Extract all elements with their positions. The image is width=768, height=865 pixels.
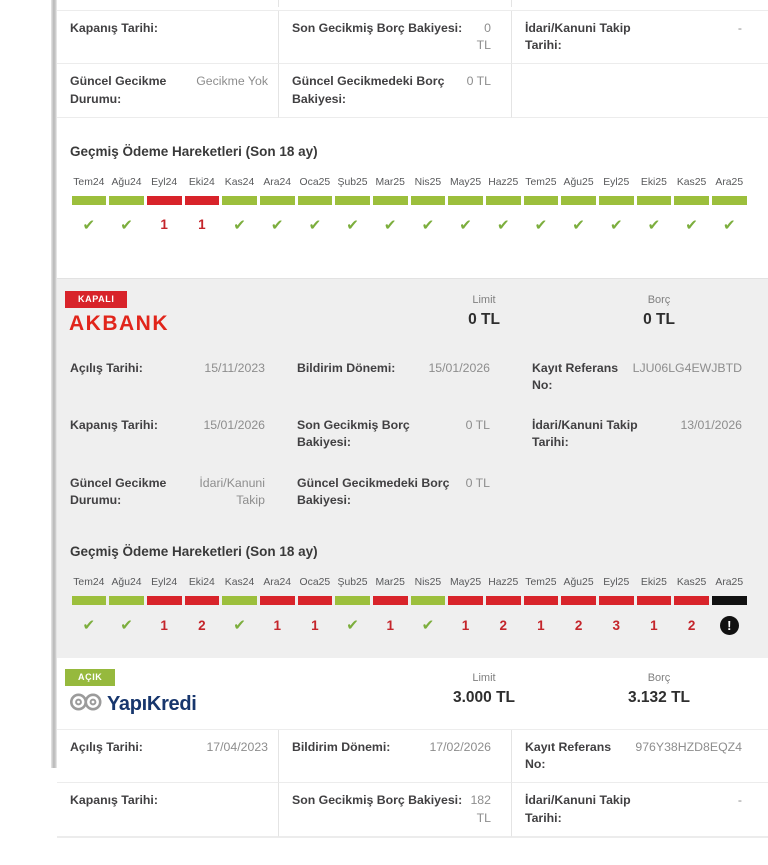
payment-status (409, 612, 447, 638)
account-header (57, 663, 768, 729)
field-value: 17/02/2026 (429, 740, 491, 755)
payment-history-title: Geçmiş Ödeme Hareketleri (Son 18 ay) (70, 143, 318, 159)
field-value: 0 TL (465, 418, 490, 433)
payment-bar-segment (109, 596, 144, 605)
payment-status (296, 212, 334, 238)
payment-status (183, 612, 221, 638)
payment-bar-segment (448, 596, 483, 605)
account-header (57, 285, 768, 351)
payment-month-cell (484, 577, 522, 638)
field-label: Açılış Tarihi: (70, 740, 143, 755)
payment-month-cell (635, 577, 673, 638)
limit-column (404, 294, 564, 329)
check-icon: ✔ (421, 216, 435, 234)
check-icon: ✔ (82, 216, 96, 234)
payment-month-cell (673, 177, 711, 238)
month-label: Kas25 (676, 577, 707, 589)
payment-status (258, 612, 296, 638)
payment-month-cell (673, 577, 711, 638)
payment-month-cell (145, 177, 183, 238)
field-label: İdari/Kanuni Takip Tarihi: (525, 21, 631, 53)
payment-month-cell (258, 577, 296, 638)
payment-status (221, 212, 259, 238)
check-icon: ✔ (233, 216, 246, 234)
payment-bar-segment (185, 596, 220, 605)
payment-status (409, 212, 447, 238)
payment-status (221, 612, 259, 638)
delay-count: 2 (198, 617, 206, 633)
payment-month-cell (70, 577, 108, 638)
field-idari-kanuni-takip-tarihi (519, 408, 768, 460)
payment-bar-segment (147, 596, 182, 605)
payment-month-cell (183, 577, 221, 638)
payment-bar-segment (674, 196, 709, 205)
month-label: Kas24 (224, 577, 255, 589)
payment-bar-segment (411, 196, 446, 205)
limit-column (404, 672, 564, 707)
field-kapanis-tarihi (57, 11, 279, 64)
delay-count: 1 (461, 617, 470, 633)
payment-month-cell (484, 177, 522, 238)
field-value: 15/01/2026 (203, 418, 265, 433)
month-label: Ara24 (263, 176, 292, 188)
field-idari-kanuni-takip-tarihi (512, 783, 768, 836)
payment-status (522, 212, 560, 238)
month-label: Eyl25 (603, 577, 630, 589)
check-icon: ✔ (572, 216, 585, 234)
payment-status (597, 612, 635, 638)
borc-label: Borç (647, 293, 671, 306)
payment-bar-segment (486, 596, 521, 605)
payment-bar-segment (260, 596, 295, 605)
status-badge: AÇIK (65, 669, 115, 686)
payment-month-cell (560, 177, 598, 238)
field-empty (512, 64, 768, 117)
status-badge: KAPALI (65, 291, 127, 308)
field-label: Son Gecikmiş Borç Bakiyesi: (292, 793, 463, 808)
payment-status (145, 612, 183, 638)
month-label: Ağu25 (563, 577, 594, 589)
payment-month-cell (409, 577, 447, 638)
payment-status (447, 612, 485, 638)
payment-month-cell (597, 577, 635, 638)
field-bildirim-donemi (279, 0, 512, 7)
field-value: Gecikme Yok (196, 74, 268, 89)
field-value: - (737, 21, 742, 35)
payment-bar-segment (561, 596, 596, 605)
payment-status (108, 612, 146, 638)
check-icon: ✔ (346, 216, 359, 234)
check-icon: ✔ (647, 216, 661, 234)
month-label: Tem24 (73, 176, 105, 188)
payment-status (334, 212, 372, 238)
delay-count: 1 (537, 617, 545, 633)
check-icon: ✔ (609, 216, 623, 234)
check-icon: ✔ (308, 216, 322, 234)
field-label: Son Gecikmiş Borç Bakiyesi: (297, 418, 410, 450)
payment-month-cell (597, 177, 635, 238)
month-label: Şub25 (337, 577, 368, 589)
field-value: 0 TL (465, 475, 490, 490)
field-acilis-tarihi (57, 0, 279, 7)
delay-count: 1 (273, 617, 281, 633)
field-value: 182 TL (470, 793, 491, 825)
payment-bar-segment (674, 596, 709, 605)
payment-bar-segment (599, 596, 634, 605)
month-label: Ara25 (715, 176, 744, 188)
delay-count: 1 (650, 617, 658, 633)
check-icon: ✔ (120, 617, 133, 635)
payment-status (70, 612, 108, 638)
field-label: Güncel Gecikme Durumu: (70, 74, 167, 106)
check-icon: ✔ (82, 617, 96, 635)
payment-bar-segment (524, 596, 559, 605)
delay-count: 2 (499, 617, 507, 633)
payment-status (635, 612, 673, 638)
payment-month-cell (296, 577, 334, 638)
payment-month-cell (447, 177, 485, 238)
field-label: Güncel Gecikme Durumu: (70, 475, 167, 507)
payment-status (710, 212, 748, 238)
payment-bar-segment (335, 196, 370, 205)
check-icon: ✔ (534, 216, 548, 234)
field-bildirim-donemi (279, 730, 512, 783)
delay-count: 1 (160, 617, 168, 633)
field-value: 15/11/2023 (204, 360, 265, 375)
month-label: Mar25 (375, 577, 405, 589)
month-label: Kas24 (224, 176, 255, 188)
payment-status (334, 612, 372, 638)
field-value: İdari/Kanuni Takip (199, 475, 265, 507)
payment-bar-segment (335, 596, 370, 605)
payment-bar-segment (298, 596, 333, 605)
payment-month-cell (447, 577, 485, 638)
limit-label: Limit (472, 293, 496, 306)
delay-count: 3 (612, 617, 620, 633)
payment-month-cell (409, 177, 447, 238)
field-label: Kapanış Tarihi: (70, 793, 158, 808)
field-son-gecikmis-borc (279, 783, 512, 836)
delay-count: 1 (386, 617, 394, 633)
field-kapanis-tarihi (57, 408, 275, 460)
delay-count: 1 (198, 217, 206, 233)
month-label: Eyl24 (151, 577, 178, 589)
field-label: Son Gecikmiş Borç Bakiyesi: (292, 21, 463, 35)
field-kapanis-tarihi (57, 783, 279, 836)
check-icon: ✔ (421, 617, 435, 635)
field-label: Kapanış Tarihi: (70, 21, 158, 35)
month-label: Oca25 (299, 176, 331, 188)
payment-bar-segment (109, 196, 144, 205)
payment-status (710, 612, 748, 638)
delay-count: 1 (311, 617, 319, 633)
field-value: LJU06LG4EWJBTD (632, 360, 742, 375)
field-kayit-referans (519, 351, 768, 403)
field-label: Bildirim Dönemi: (292, 740, 391, 755)
field-acilis-tarihi (57, 351, 275, 403)
month-label: Mar25 (375, 176, 405, 188)
field-son-gecikmis-borc (279, 11, 512, 64)
payment-bar-segment (712, 196, 747, 205)
payment-month-cell (70, 177, 108, 238)
payment-bar-segment (411, 596, 446, 605)
payment-month-cell (710, 177, 748, 238)
payment-bar-segment (524, 196, 559, 205)
month-label: Nis25 (414, 176, 442, 188)
check-icon: ✔ (722, 216, 736, 234)
payment-status (673, 612, 711, 638)
check-icon: ✔ (383, 216, 397, 234)
payment-status (484, 612, 522, 638)
payment-bar-segment (185, 196, 220, 205)
payment-month-cell (145, 577, 183, 638)
account-block-akbank (57, 278, 768, 658)
month-label: Ağu25 (563, 176, 594, 188)
payment-bar-segment (486, 196, 521, 205)
limit-value: 3.000 TL (452, 689, 516, 707)
field-empty (519, 466, 768, 518)
month-label: Nis25 (414, 577, 442, 589)
month-label: Eyl25 (603, 176, 630, 188)
field-value: - (737, 793, 742, 808)
payment-bar-segment (637, 596, 672, 605)
field-bildirim-donemi (284, 351, 510, 403)
payment-bar-segment (373, 196, 408, 205)
month-label: Eki25 (640, 577, 667, 589)
payment-month-cell (183, 177, 221, 238)
field-label: Güncel Gecikmedeki Borç Bakiyesi: (297, 475, 450, 507)
payment-bar-segment (222, 596, 257, 605)
month-label: Eyl24 (151, 176, 178, 188)
payment-month-cell (108, 577, 146, 638)
payment-bar-segment (712, 596, 747, 605)
payment-status (70, 212, 108, 238)
payment-status (183, 212, 221, 238)
month-label: Tem24 (73, 577, 105, 589)
delay-count: 1 (160, 217, 168, 233)
field-value: 0 TL (466, 74, 491, 89)
month-label: Haz25 (488, 577, 519, 589)
payment-status (371, 212, 409, 238)
payment-month-cell (371, 577, 409, 638)
check-icon: ✔ (233, 617, 246, 635)
payment-bar-segment (599, 196, 634, 205)
payment-bar-segment (373, 596, 408, 605)
field-value: 15/01/2026 (428, 360, 490, 375)
month-label: Ara24 (263, 577, 292, 589)
field-label: Kayıt Referans No: (525, 740, 612, 772)
payment-bar-segment (147, 196, 182, 205)
field-acilis-tarihi (57, 730, 279, 783)
limit-value: 0 TL (468, 310, 500, 328)
delay-count: 2 (687, 617, 696, 633)
month-label: Eki25 (640, 176, 667, 188)
check-icon: ✔ (685, 216, 698, 234)
field-idari-kanuni-takip-tarihi (512, 11, 768, 64)
payment-status (484, 212, 522, 238)
payment-month-cell (334, 177, 372, 238)
limit-label: Limit (472, 672, 496, 685)
field-son-gecikmis-borc (284, 408, 510, 460)
month-label: Ağu24 (111, 577, 142, 589)
check-icon: ✔ (270, 216, 284, 234)
payment-month-cell (522, 177, 560, 238)
month-label: Haz25 (488, 176, 519, 188)
payment-month-cell (296, 177, 334, 238)
month-label: Ağu24 (111, 176, 142, 188)
month-label: May25 (449, 176, 482, 188)
clipped-field-row (57, 0, 768, 11)
account-block-top (57, 0, 768, 258)
field-label: Açılış Tarihi: (70, 360, 143, 375)
payment-status (296, 612, 334, 638)
yapikredi-logo-icon (69, 690, 103, 719)
borc-column (579, 672, 739, 707)
field-value: 13/01/2026 (680, 418, 742, 433)
yapikredi-logo (69, 690, 197, 719)
check-icon: ✔ (459, 216, 472, 234)
payment-bar-segment (561, 196, 596, 205)
field-guncel-gecikmedeki-borc (284, 466, 510, 518)
payment-month-cell (221, 577, 259, 638)
payment-status (145, 212, 183, 238)
payment-history-timeline (70, 177, 748, 238)
month-label: Şub25 (337, 176, 368, 188)
field-guncel-gecikme-durumu (57, 64, 279, 117)
month-label: Oca25 (299, 577, 331, 589)
payment-status (635, 212, 673, 238)
payment-bar-segment (260, 196, 295, 205)
borc-value: 3.132 TL (627, 689, 691, 707)
payment-month-cell (710, 577, 748, 638)
credit-report-content (57, 0, 768, 865)
field-guncel-gecikme-durumu (57, 466, 275, 518)
month-label: Kas25 (676, 176, 707, 188)
payment-bar-segment (72, 196, 107, 205)
payment-status (560, 612, 598, 638)
field-label: Kayıt Referans No: (532, 360, 619, 393)
field-value: 976Y38HZD8EQZ4 (635, 740, 742, 755)
field-label: İdari/Kanuni Takip Tarihi: (532, 418, 638, 450)
month-label: Tem25 (525, 577, 557, 589)
payment-month-cell (371, 177, 409, 238)
field-value: 0 TL (476, 21, 491, 53)
payment-bar-segment (298, 196, 333, 205)
check-icon: ✔ (346, 617, 359, 635)
borc-value: 0 TL (643, 310, 675, 328)
field-kayit-referans (512, 730, 768, 783)
month-label: Eki24 (188, 176, 215, 188)
payment-status (522, 612, 560, 638)
payment-month-cell (560, 577, 598, 638)
payment-history-timeline (70, 577, 748, 638)
field-label: Kapanış Tarihi: (70, 418, 158, 433)
payment-status (258, 212, 296, 238)
payment-status (673, 212, 711, 238)
payment-month-cell (258, 177, 296, 238)
borc-label: Borç (647, 672, 671, 685)
month-label: Eki24 (188, 577, 215, 589)
payment-month-cell (334, 577, 372, 638)
payment-status (108, 212, 146, 238)
month-label: Tem25 (525, 176, 557, 188)
month-label: Ara25 (715, 577, 744, 589)
field-label: Güncel Gecikmedeki Borç Bakiyesi: (292, 74, 445, 106)
alert-icon: ! (720, 616, 739, 635)
field-guncel-gecikmedeki-borc (279, 64, 512, 117)
field-kayit-referans (512, 0, 768, 7)
delay-count: 2 (574, 617, 583, 633)
field-label: İdari/Kanuni Takip Tarihi: (525, 793, 631, 825)
payment-month-cell (635, 177, 673, 238)
payment-month-cell (108, 177, 146, 238)
payment-month-cell (221, 177, 259, 238)
bank-name: YapıKredi (107, 693, 197, 716)
payment-status (560, 212, 598, 238)
check-icon: ✔ (496, 216, 510, 234)
borc-column (579, 294, 739, 329)
payment-bar-segment (637, 196, 672, 205)
field-label: Bildirim Dönemi: (297, 360, 396, 375)
field-value: 17/04/2023 (206, 740, 268, 755)
payment-status (597, 212, 635, 238)
check-icon: ✔ (120, 216, 133, 234)
account-block-yapikredi (57, 663, 768, 865)
next-row-stub (57, 837, 768, 845)
payment-status (447, 212, 485, 238)
payment-month-cell (522, 577, 560, 638)
payment-bar-segment (72, 596, 107, 605)
akbank-logo: AKBANK (69, 311, 169, 335)
payment-bar-segment (222, 196, 257, 205)
month-label: May25 (449, 577, 482, 589)
payment-bar-segment (448, 196, 483, 205)
payment-status (371, 612, 409, 638)
payment-history-title: Geçmiş Ödeme Hareketleri (Son 18 ay) (70, 544, 318, 560)
